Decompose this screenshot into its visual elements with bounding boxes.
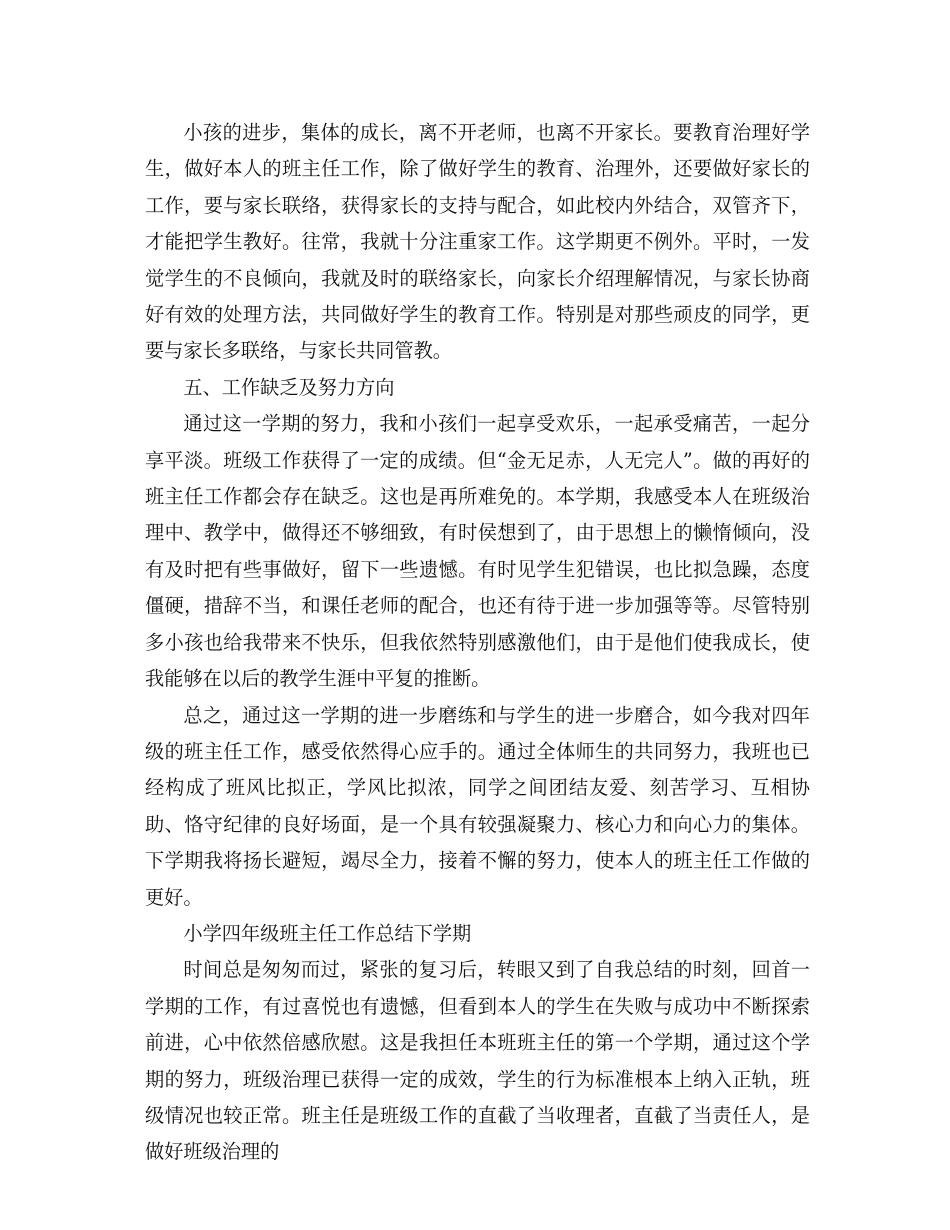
- document-page: [145, 115, 810, 1171]
- section-heading-shortcomings: 五、工作缺乏及努力方向: [183, 375, 395, 399]
- paragraph-conclusion: 总之，通过这一学期的进一步磨练和与学生的进一步磨合，如今我对四年级的班主任工作，感受依然得心应手的。通过全体师生的共同努力，我班也已经构成了班风比拟正，学风比拟浓，同学之间团结友爱、刻苦学习、互相协助、恪守纪律的良好场面，是一个具有较强凝聚力、核心力和向心力的集体。下学期我将扬长避短，竭尽全力，接着不懈的努力，使本人的班主任工作做的更好。: [145, 703, 810, 909]
- section-heading-second-semester: 小学四年级班主任工作总结下学期: [183, 921, 472, 945]
- paragraph-second-semester-intro: 时间总是匆匆而过，紧张的复习后，转眼又到了自我总结的时刻，回首一学期的工作，有过喜悦也有遗憾，但看到本人的学生在失败与成功中不断探索前进，心中依然倍感欣慰。这是我担任本班班主任的第一个学期，通过这个学期的努力，班级治理已获得一定的成效，学生的行为标准根本上纳入正轨，班级情况也较正常。班主任是班级工作的直截了当收理者，直截了当责任人，是做好班级治理的: [145, 958, 810, 1164]
- paragraph-parents-cooperation: 小孩的进步，集体的成长，离不开老师，也离不开家长。要教育治理好学生，做好本人的班主任工作，除了做好学生的教育、治理外，还要做好家长的工作，要与家长联络，获得家长的支持与配合，如此校内外结合，双管齐下，才能把学生教好。往常，我就十分注重家工作。这学期更不例外。平时，一发觉学生的不良倾向，我就及时的联络家长，向家长介绍理解情况，与家长协商好有效的处理方法，共同做好学生的教育工作。特别是对那些顽皮的同学，更要与家长多联络，与家长共同管教。: [145, 121, 810, 363]
- paragraph-shortcomings: 通过这一学期的努力，我和小孩们一起享受欢乐，一起承受痛苦，一起分享平淡。班级工作获得了一定的成绩。但“金无足赤，人无完人”。做的再好的班主任工作都会存在缺乏。这也是再所难免的。本学期，我感受本人在班级治理中、教学中，做得还不够细致，有时侯想到了，由于思想上的懒惰倾向，没有及时把有些事做好，留下一些遗憾。有时见学生犯错误，也比拟急躁，态度僵硬，措辞不当，和课任老师的配合，也还有待于进一步加强等等。尽管特别多小孩也给我带来不快乐，但我依然特别感激他们，由于是他们使我成长，使我能够在以后的教学生涯中平复的推断。: [145, 412, 810, 691]
